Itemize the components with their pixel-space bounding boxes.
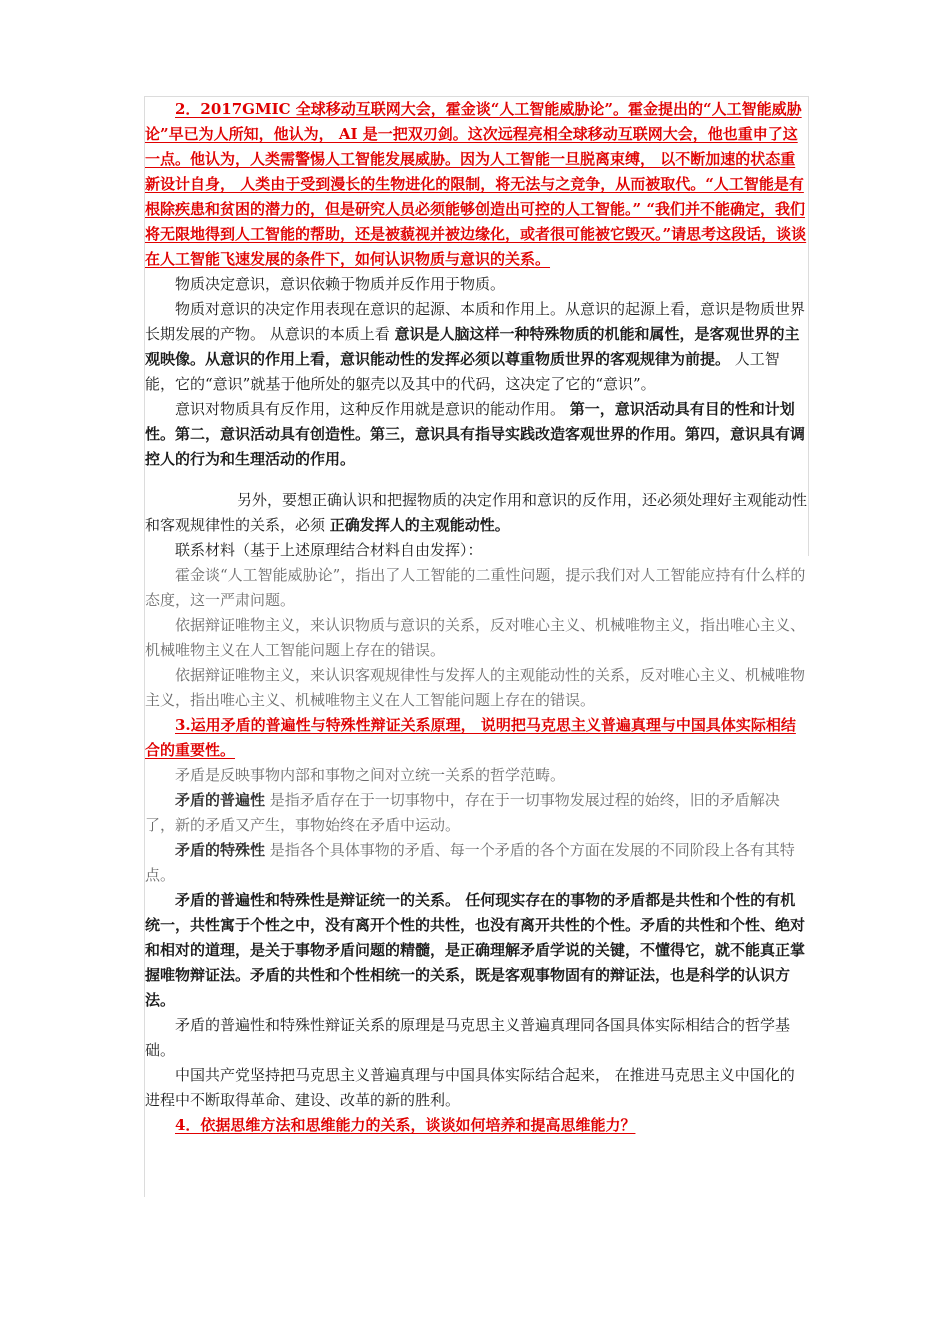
q2-answer-p1: 物质决定意识，意识依赖于物质并反作用于物质。 — [175, 275, 506, 293]
q3-answer-p2 — [145, 788, 809, 838]
q2-p2-a: 物质对意识的决定作用表现在意识的起源、本质和作用上。从意识的起源上看，意识是物质世界长期发展的产物。 从意识的本质上看 — [145, 300, 806, 343]
q2-p4-a: 另外，要想正确认识和把握物质的决定作用和意识的反作用，还必须处理好主观能动性和客观规律性的关系，必须 — [145, 491, 808, 534]
q3-answer-p4: 矛盾的普遍性和特殊性是辩证统一的关系。 任何现实存在的事物的矛盾都是共性和个性的有机统一，共性寓于个性之中，没有离开个性的共性，也没有离开共性的个性。矛盾的共性和个性、绝对和相对的道理，是关于事物矛盾问题的精髓，是正确理解矛盾学说的关键，不懂得它，就不能真正掌握唯物辩证法。矛盾的共性和个性相统一的关系，既是客观事物固有的辩证法，也是科学的认识方法。 — [145, 891, 806, 1009]
q2-answer-p4 — [145, 488, 809, 538]
q2-answer-p3 — [145, 397, 809, 472]
q2-p2-b: 意识是人脑这样一种特殊物质的机能和属性，是客观世界的主观映像。从意识的作用上看，意识能动性的发挥必须以尊重物质世界的客观规律为前提。 — [145, 325, 800, 368]
document-body — [144, 96, 809, 1197]
q3-answer-p6: 中国共产党坚持把马克思主义普遍真理与中国具体实际结合起来， 在推进马克思主义中国化的进程中不断取得革命、建设、改革的新的胜利。 — [145, 1066, 795, 1109]
q2-answer-p8: 依据辩证唯物主义，来认识客观规律性与发挥人的主观能动性的关系，反对唯心主义、机械唯物主义，指出唯心主义、机械唯物主义在人工智能问题上存在的错误。 — [145, 666, 806, 709]
q2-p4-b: 正确发挥人的主观能动性。 — [329, 516, 510, 534]
q3-answer-p1: 矛盾是反映事物内部和事物之间对立统一关系的哲学范畴。 — [175, 766, 566, 784]
q2-p3-a: 意识对物质具有反作用，这种反作用就是意识的能动作用。 — [175, 400, 570, 418]
q2-p3-b: 第一，意识活动具有目的性和计划性。第二，意识活动具有创造性。第三，意识具有指导实践改造客观世界的作用。第四，意识具有调控人的行为和生理活动的作用。 — [145, 400, 806, 468]
q3-answer-p3 — [145, 838, 809, 888]
q3-answer-p5: 矛盾的普遍性和特殊性辩证关系的原理是马克思主义普遍真理同各国具体实际相结合的哲学基础。 — [145, 1016, 791, 1059]
question-2-title: 2．2017GMIC 全球移动互联网大会，霍金谈“人工智能威胁论”。霍金提出的“人工智能威胁论”早已为人所知，他认为， AI 是一把双刃剑。这次远程亮相全球移动互联网大会，他也重申了这一点。他认为，人类需警惕人工智能发展威胁。因为人工智能一旦脱离束缚， 以不断加速的状态重新设计自身， 人类由于受到漫长的生物进化的限制，将无法与之竞争，从而被取代。“人工智能是有根除疾患和贫困的潜力的，但是研究人员必须能够创造出可控的人工智能。” “我们并不能确定，我们将无限地得到人工智能的帮助，还是被藐视并被边缘化，或者很可能被它毁灭。”请思考这段话，谈谈在人工智能飞速发展的条件下，如何认识物质与意识的关系。 — [145, 100, 807, 268]
q2-p2-c: 人工智能，它的“意识”就基于他所处的躯壳以及其中的代码，这决定了它的“意识”。 — [145, 350, 780, 393]
q3-p2-a: 矛盾的普遍性 — [175, 791, 266, 809]
q2-answer-p2 — [145, 297, 809, 397]
q3-p3-a: 矛盾的特殊性 — [175, 841, 266, 859]
q2-answer-p5: 联系材料（基于上述原理结合材料自由发挥）： — [175, 541, 483, 559]
question-3-title: 3.运用矛盾的普遍性与特殊性辩证关系原理， 说明把马克思主义普遍真理与中国具体实际相结合的重要性。 — [145, 716, 796, 759]
q3-p2-b: 是指矛盾存在于一切事物中，存在于一切事物发展过程的始终，旧的矛盾解决了，新的矛盾又产生，事物始终在矛盾中运动。 — [145, 791, 780, 834]
q3-p3-b: 是指各个具体事物的矛盾、每一个矛盾的各个方面在发展的不同阶段上各有其特点。 — [145, 841, 795, 884]
question-4-title: 4．依据思维方法和思维能力的关系，谈谈如何培养和提高思维能力？ — [175, 1116, 636, 1134]
q2-answer-p7: 依据辩证唯物主义，来认识物质与意识的关系，反对唯心主义、机械唯物主义，指出唯心主义、机械唯物主义在人工智能问题上存在的错误。 — [145, 616, 806, 659]
q2-answer-p6: 霍金谈“人工智能威胁论”，指出了人工智能的二重性问题，提示我们对人工智能应持有什么样的态度，这一严肃问题。 — [145, 566, 806, 609]
